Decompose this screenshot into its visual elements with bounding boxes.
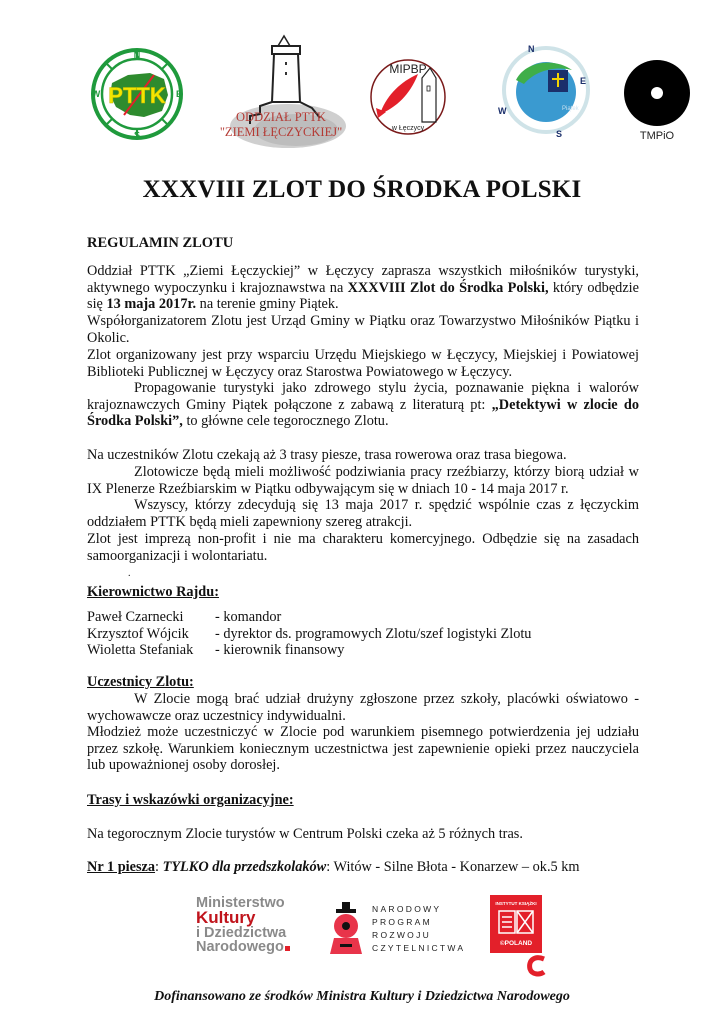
disc-icon [622, 58, 692, 128]
oddzial-line2: "ZIEMI ŁĘCZYCKIEJ" [219, 125, 343, 139]
pttk-logo [90, 45, 184, 143]
details-paragraph-2: Zlotowicze będą mieli możliwość podziwiania pracy rzeźbiarzy, którzy biorą udział w IX Plenerze Rzeźbiarskim w Piątku odbywającym się w dniach 10 - 14 maja 2017 r. [87, 464, 639, 497]
nprc-logo: NARODOWY PROGRAM ROZWOJU CZYTELNICTWA [330, 900, 470, 960]
piatek-label: Piątek [562, 106, 579, 112]
tmpio-label: TMPiO [639, 130, 675, 142]
details-paragraph-4: Zlot jest imprezą non-profit i nie ma charakteru komercyjnego. Odbędzie się na zasadach samoorganizacji i wolontariatu. [87, 531, 639, 564]
funding-footer: Dofinansowano ze środków Ministra Kultury i Dziedzictwa Narodowego [154, 989, 570, 1004]
piatek-logo [496, 40, 596, 140]
trasy-intro: Na tegorocznym Zlocie turystów w Centrum Polski czeka aż 5 różnych tras. [87, 826, 523, 842]
svg-text:©POLAND: ©POLAND [499, 940, 533, 947]
book-institute-icon [490, 895, 546, 977]
tmpio-logo [622, 58, 692, 148]
mipbp-top-text: MIPBP [389, 62, 427, 76]
intro-paragraph-3: Zlot organizowany jest przy wsparciu Urzędu Miejskiego w Łęczycy, Miejskiej i Powiatowej Biblioteki Publicznej w Łęczycy oraz Starostwa Powiatowego w Łęczycy. [87, 347, 639, 380]
feather-tower-icon [366, 56, 450, 136]
zlot-date: 13 maja 2017r. [106, 296, 197, 313]
details-paragraph-1: Na uczestników Zlotu czekają aż 3 trasy piesze, trasa rowerowa oraz trasa biegowa. [87, 447, 567, 463]
instytut-ksiazki-logo [490, 895, 546, 977]
uczestnicy-paragraph-2: Młodzież może uczestniczyć w Zlocie pod warunkiem pisemnego potwierdzenia jej udziału przez szkołę. Warunkiem koniecznym uczestnictwa jest zapewnienie opieki przez nauczyciela lub upoważnionej osoby dorosłej. [87, 724, 639, 774]
zlot-name: XXXVIII Zlot do Środka Polski, [347, 279, 549, 296]
trasy-heading: Trasy i wskazówki organizacyjne: [87, 792, 294, 808]
intro-paragraph-1: Oddział PTTK „Ziemi Łęczyckiej” w Łęczycy zaprasza wszystkich miłośników turystyki, aktywnego wypoczynku i krajoznawstwa na XXXVIII Zlot do Środka Polski, który odbędzie się 13 maja 2017r. na terenie gminy Piątek. [87, 263, 639, 313]
svg-text:E: E [175, 89, 183, 99]
member-row: Paweł Czarnecki - komandor [87, 609, 282, 625]
svg-text:S: S [133, 130, 141, 140]
svg-text:W: W [91, 89, 101, 99]
oddzial-pttk-logo [216, 32, 346, 154]
pttk-text: PTTK [108, 83, 166, 108]
svg-text:S: S [556, 129, 563, 139]
details-paragraph-3: Wszyscy, którzy zdecydują się 13 maja 2017 r. spędzić wspólnie czas z łęczyckim oddziałem PTTK będą mieli zapewniony szereg atrakcji. [87, 497, 639, 530]
member-row: Krzysztof Wójcik - dyrektor ds. programowych Zlotu/szef logistyki Zlotu [87, 625, 532, 642]
uczestnicy-heading: Uczestnicy Zlotu: [87, 674, 194, 690]
uczestnicy-paragraph-1: W Zlocie mogą brać udział drużyny zgłoszone przez szkoły, placówki oświatowo -wychowawcze oraz uczestnicy indywidualni. [87, 691, 639, 724]
event-theme: „Detektywi w zlocie do Środka Polski”, [87, 396, 639, 430]
intro-paragraph-2: Współorganizatorem Zlotu jest Urząd Gminy w Piątku oraz Towarzystwo Miłośników Piątku i Okolic. [87, 313, 639, 346]
mipbp-logo [366, 56, 450, 136]
route-1-label: Nr 1 piesza [87, 859, 156, 875]
piatek-compass-icon [496, 40, 596, 140]
route-1-audience: TYLKO dla przedszkolaków [162, 859, 327, 875]
regulamin-heading: REGULAMIN ZLOTU [87, 235, 234, 251]
intro-paragraph-4: Propagowanie turystyki jako zdrowego stylu życia, poznawanie piękna i walorów krajoznawczych Gminy Piątek połączone z zabawą z literaturą pt: „Detektywi w zlocie do Środka Polski”, to główne cele tegorocznego Zlotu. [87, 380, 639, 430]
svg-text:N: N [133, 50, 141, 60]
route-1: Nr 1 piesza: TYLKO dla przedszkolaków: Witów - Silne Błota - Konarzew – ok.5 km [87, 859, 580, 875]
oddzial-line1: ODDZIAŁ PTTK [236, 110, 326, 124]
locomotive-icon [330, 902, 362, 954]
svg-text:INSTYTUT KSIĄŻKI: INSTYTUT KSIĄŻKI [495, 901, 537, 906]
mipbp-bottom-text: w Łęczycy [391, 125, 425, 132]
page-title: XXXVIII ZLOT DO ŚRODKA POLSKI [142, 176, 582, 203]
stray-dot: . [128, 568, 131, 579]
pttk-compass-icon [90, 45, 184, 143]
mkidn-logo: Ministerstwo Kultury i Dziedzictwa Narodowego [196, 896, 290, 954]
svg-text:W: W [498, 106, 507, 116]
kierownictwo-list [87, 609, 639, 659]
svg-text:N: N [528, 44, 535, 54]
member-row: Wioletta Stefaniak - kierownik finansowy [87, 642, 345, 659]
svg-text:E: E [580, 76, 587, 86]
kierownictwo-heading: Kierownictwo Rajdu: [87, 584, 219, 600]
